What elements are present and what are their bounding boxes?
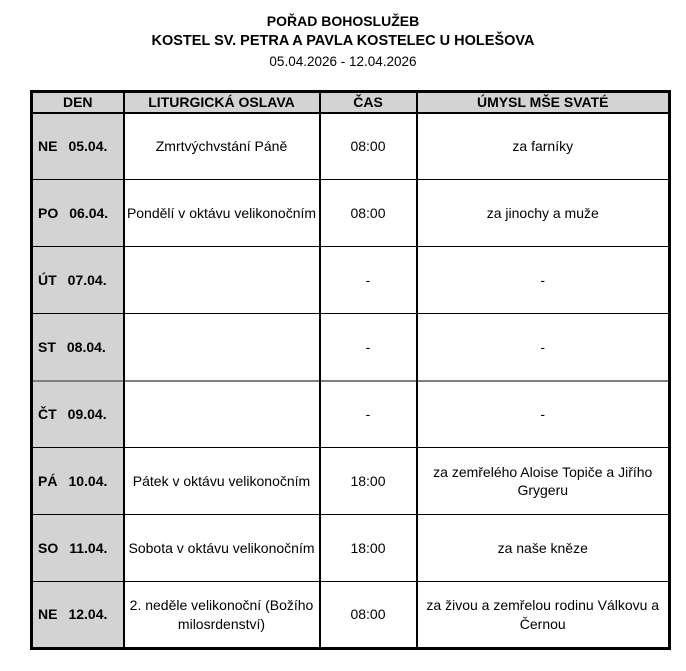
day-abbr: ČT bbox=[38, 406, 57, 423]
day-abbr: NE bbox=[38, 138, 58, 155]
day-abbr: SO bbox=[38, 539, 59, 556]
time-cell: - bbox=[320, 314, 417, 381]
day-abbr: NE bbox=[38, 606, 58, 623]
celebration-cell: 2. neděle velikonoční (Božího milosrdenství) bbox=[124, 582, 320, 649]
day-cell bbox=[32, 113, 124, 180]
celebration-cell bbox=[124, 381, 320, 448]
table-row bbox=[32, 113, 670, 180]
celebration-cell bbox=[124, 247, 320, 314]
celebration-cell: Pátek v oktávu velikonočním bbox=[124, 448, 320, 515]
header-row bbox=[32, 92, 670, 113]
day-date: 09.04. bbox=[67, 406, 107, 423]
table-row bbox=[32, 515, 670, 582]
date-range: 05.04.2026 - 12.04.2026 bbox=[269, 54, 417, 69]
day-date: 08.04. bbox=[66, 338, 106, 355]
day-abbr: PÁ bbox=[38, 472, 58, 489]
day-abbr: ST bbox=[38, 338, 56, 355]
day-date: 11.04. bbox=[69, 539, 108, 556]
day-date: 05.04. bbox=[68, 138, 108, 155]
page-title: POŘAD BOHOSLUŽEB bbox=[266, 13, 420, 29]
intention-cell: za naše kněze bbox=[417, 515, 670, 582]
table-row bbox=[32, 180, 670, 247]
column-header-cas: ČAS bbox=[320, 92, 417, 113]
time-cell: 18:00 bbox=[320, 515, 417, 582]
title-block bbox=[0, 0, 686, 72]
day-abbr: PO bbox=[38, 204, 59, 221]
celebration-cell bbox=[124, 314, 320, 381]
day-cell bbox=[32, 247, 124, 314]
column-header-oslava: LITURGICKÁ OSLAVA bbox=[124, 92, 320, 113]
table-row bbox=[32, 247, 670, 314]
table-row bbox=[32, 582, 670, 649]
day-date: 07.04. bbox=[67, 271, 107, 288]
intention-cell: za farníky bbox=[417, 113, 670, 180]
day-cell bbox=[32, 515, 124, 582]
celebration-cell: Sobota v oktávu velikonočním bbox=[124, 515, 320, 582]
table-row bbox=[32, 314, 670, 381]
day-cell bbox=[32, 448, 124, 515]
intention-cell: - bbox=[417, 381, 670, 448]
day-abbr: ÚT bbox=[38, 271, 57, 288]
time-cell: - bbox=[320, 381, 417, 448]
intention-cell: za živou a zemřelou rodinu Válkovu a Černou bbox=[417, 582, 670, 649]
time-cell: 18:00 bbox=[320, 448, 417, 515]
day-cell bbox=[32, 582, 124, 649]
intention-cell: - bbox=[417, 314, 670, 381]
time-cell: 08:00 bbox=[320, 180, 417, 247]
intention-cell: - bbox=[417, 247, 670, 314]
column-header-den: DEN bbox=[32, 92, 124, 113]
intention-cell: za zemřelého Aloise Topiče a Jiřího Grygeru bbox=[417, 448, 670, 515]
day-cell bbox=[32, 180, 124, 247]
time-cell: 08:00 bbox=[320, 582, 417, 649]
day-cell bbox=[32, 314, 124, 381]
schedule-table bbox=[30, 90, 671, 650]
time-cell: - bbox=[320, 247, 417, 314]
time-cell: 08:00 bbox=[320, 113, 417, 180]
day-cell bbox=[32, 381, 124, 448]
day-date: 10.04. bbox=[68, 472, 108, 489]
day-date: 12.04. bbox=[68, 606, 108, 623]
day-date: 06.04. bbox=[69, 204, 109, 221]
intention-cell: za jinochy a muže bbox=[417, 180, 670, 247]
celebration-cell: Pondělí v oktávu velikonočním bbox=[124, 180, 320, 247]
celebration-cell: Zmrtvýchvstání Páně bbox=[124, 113, 320, 180]
table-row bbox=[32, 448, 670, 515]
table-row bbox=[32, 381, 670, 448]
column-header-umysl: ÚMYSL MŠE SVATÉ bbox=[417, 92, 670, 113]
church-name: KOSTEL SV. PETRA A PAVLA KOSTELEC U HOLEŠOVA bbox=[151, 33, 535, 49]
